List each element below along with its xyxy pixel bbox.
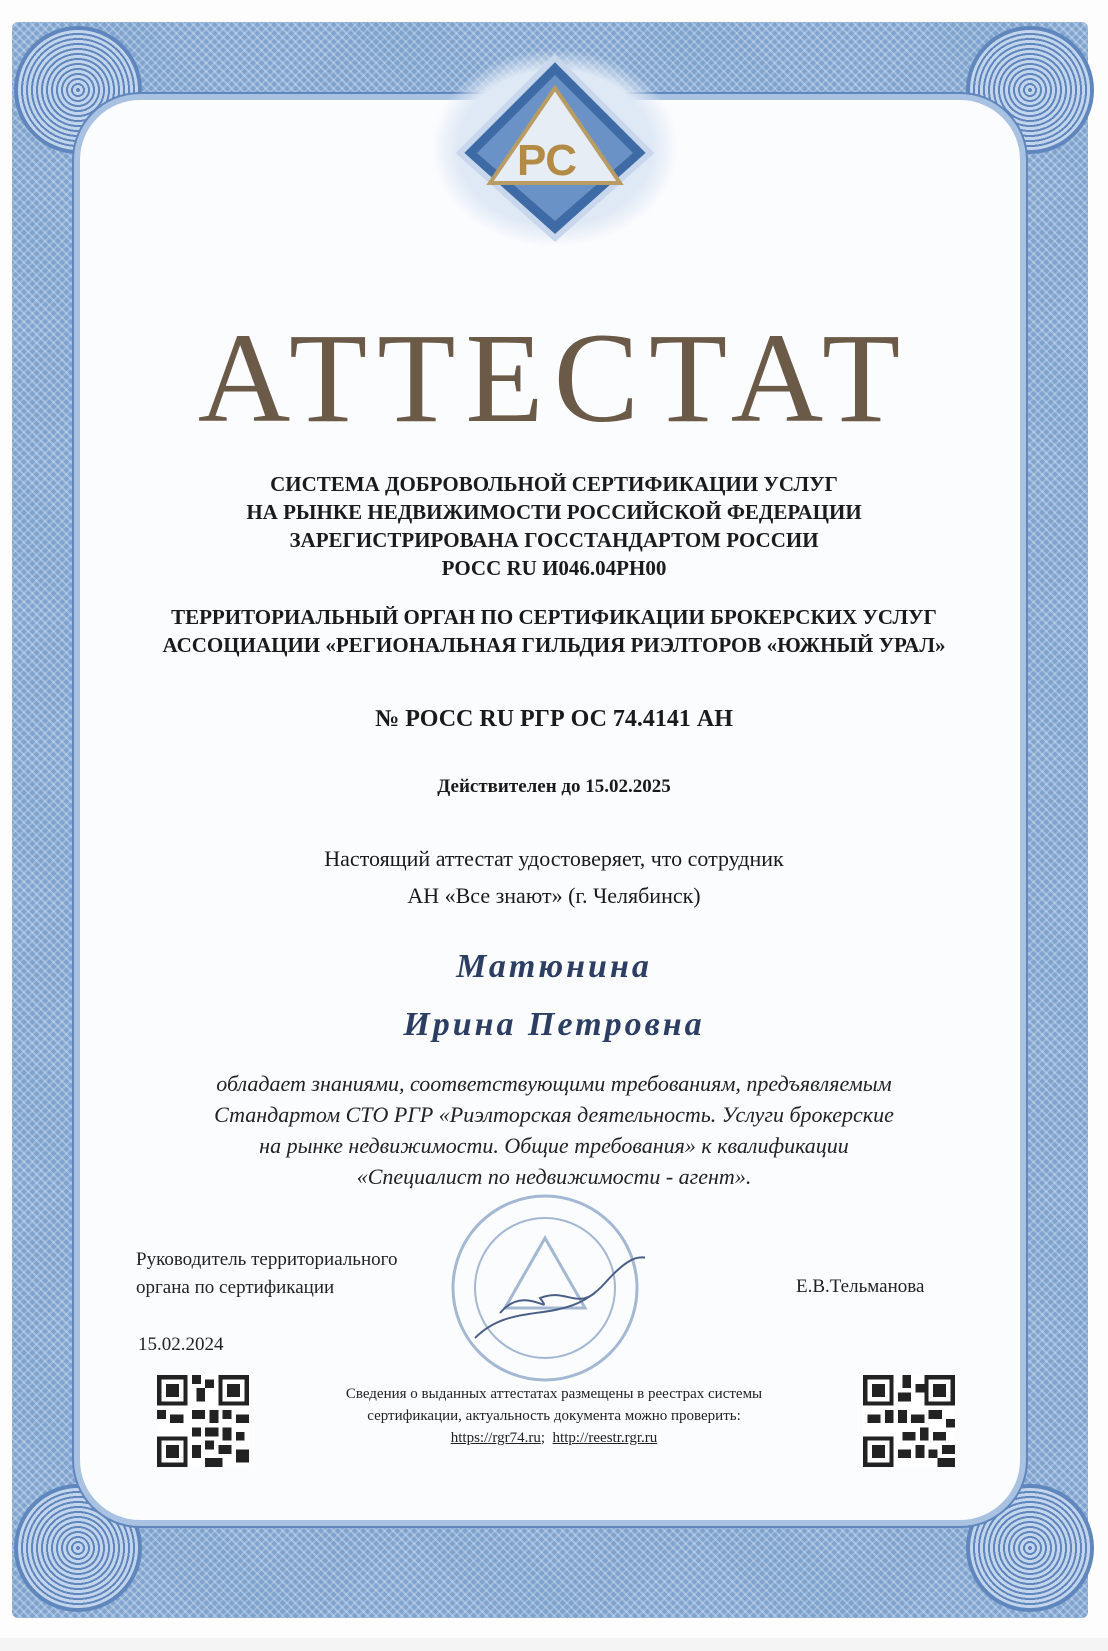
holder-surname: Матюнина [456, 948, 652, 985]
signatory-name: Е.В.Тельманова [796, 1276, 925, 1297]
territorial-organ [0, 603, 1108, 659]
registry-info [0, 1383, 1108, 1449]
rgr-emblem [430, 48, 680, 248]
system-line: СИСТЕМА ДОБРОВОЛЬНОЙ СЕРТИФИКАЦИИ УСЛУГ [270, 472, 838, 496]
issue-date: 15.02.2024 [138, 1334, 224, 1355]
organ-line: ТЕРРИТОРИАЛЬНЫЙ ОРГАН ПО СЕРТИФИКАЦИИ БРОКЕРСКИХ УСЛУГ [171, 605, 937, 629]
qualification-statement [0, 1068, 1108, 1192]
intro-line: Настоящий аттестат удостоверяет, что сотрудник [324, 846, 784, 871]
intro-text [0, 840, 1108, 914]
rgr-logo-icon [455, 53, 655, 243]
emblem-letters: РС [517, 136, 578, 185]
registry-line: Сведения о выданных аттестатах размещены в реестрах системы [345, 1386, 763, 1402]
signatory-role-line: органа по сертификации [136, 1277, 335, 1298]
holder-given-names: Ирина Петровна [403, 1006, 705, 1043]
qualification-line: Стандартом СТО РГР «Риэлторская деятельность. Услуги брокерские [214, 1102, 894, 1127]
signatory-role [136, 1246, 397, 1302]
agency-line: АН «Все знают» (г. Челябинск) [407, 883, 701, 908]
certificate-title: АТТЕСТАТ [197, 307, 911, 449]
link-separator: ; [540, 1430, 546, 1446]
signatory-role-line: Руководитель территориального [136, 1249, 398, 1270]
qualification-line: обладает знаниями, соответствующими требованиям, предъявляемым [216, 1071, 892, 1096]
system-line: ЗАРЕГИСТРИРОВАНА ГОССТАНДАРТОМ РОССИИ [289, 528, 819, 552]
system-line: НА РЫНКЕ НЕДВИЖИМОСТИ РОССИЙСКОЙ ФЕДЕРАЦИИ [246, 500, 862, 524]
registry-links [0, 1427, 1108, 1449]
registry-line: сертификации, актуальность документа можно проверить: [367, 1408, 741, 1424]
link-reestr[interactable]: http://reestr.rgr.ru [552, 1430, 658, 1446]
valid-until: Действителен до 15.02.2025 [437, 776, 671, 797]
certificate-number: № РОСС RU РГР ОС 74.4141 АН [375, 706, 733, 732]
official-stamp-icon [445, 1188, 645, 1388]
link-rgr74[interactable]: https://rgr74.ru [450, 1430, 541, 1446]
qualification-line: на рынке недвижимости. Общие требования» к квалификации [259, 1133, 849, 1158]
certification-system [0, 470, 1108, 582]
qualification-line: «Специалист по недвижимости - агент». [356, 1164, 752, 1189]
system-registration-number: РОСС RU И046.04РН00 [441, 556, 667, 580]
organ-line: АССОЦИАЦИИ «РЕГИОНАЛЬНАЯ ГИЛЬДИЯ РИЭЛТОРОВ «ЮЖНЫЙ УРАЛ» [162, 633, 946, 657]
